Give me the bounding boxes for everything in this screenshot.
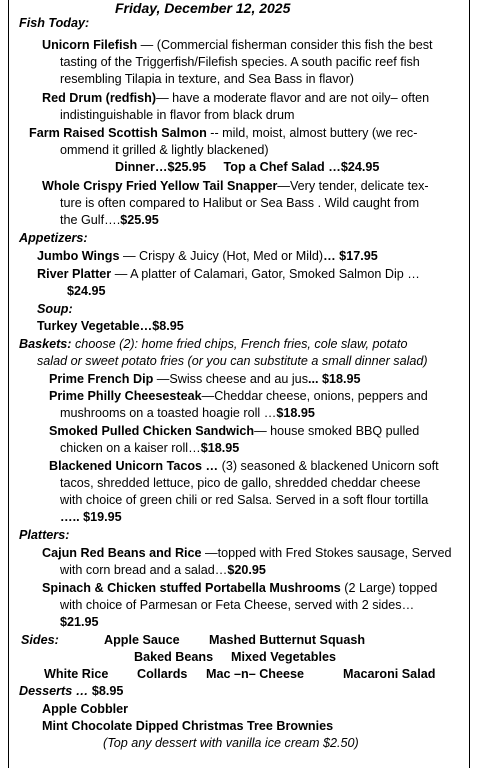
- french-dip-desc: —Swiss cheese and au jus: [153, 372, 308, 386]
- side-mac-n-cheese: Mac –n– Cheese: [206, 667, 305, 681]
- river-platter-line-1: [37, 266, 420, 283]
- red-beans-price: $20.95: [227, 563, 266, 577]
- wings-desc: — Crispy & Juicy (Hot, Med or Mild): [119, 249, 324, 263]
- snapper-price: $25.95: [120, 213, 159, 227]
- side-mixed-vegetables: Mixed Vegetables: [231, 650, 336, 664]
- soup-heading: Soup:: [37, 302, 73, 316]
- river-platter-name: River Platter: [37, 267, 112, 281]
- philly-price: $18.95: [276, 406, 315, 420]
- philly-line-1: [49, 388, 428, 405]
- sides-heading: Sides:: [21, 633, 59, 647]
- pulled-chicken-line-2: [60, 440, 239, 457]
- appetizers-heading: Appetizers:: [19, 231, 88, 245]
- philly-desc-2: mushrooms on a toasted hoagie roll …: [60, 406, 277, 420]
- salmon-line-1: [29, 125, 417, 142]
- red-beans-desc-2: with corn bread and a salad…: [60, 563, 228, 577]
- snapper-desc-1: —Very tender, delicate tex-: [277, 179, 429, 193]
- desserts-heading: Desserts …: [19, 684, 92, 698]
- tacos-name: Blackened Unicorn Tacos …: [49, 459, 219, 473]
- pulled-chicken-desc-1: — house smoked BBQ pulled: [254, 424, 420, 438]
- tacos-line-1: [49, 458, 439, 475]
- desserts-line: [19, 683, 123, 700]
- french-dip-name: Prime French Dip: [49, 372, 154, 386]
- side-baked-beans: Baked Beans: [134, 650, 214, 664]
- pulled-chicken-desc-2: chicken on a kaiser roll…: [60, 441, 201, 455]
- baskets-heading: Baskets:: [19, 337, 72, 351]
- snapper-name: Whole Crispy Fried Yellow Tail Snapper: [42, 179, 278, 193]
- salmon-desc-1: -- mild, moist, almost buttery (we rec-: [210, 126, 418, 140]
- pulled-chicken-price: $18.95: [200, 441, 240, 455]
- side-butternut-squash: Mashed Butternut Squash: [209, 633, 366, 647]
- philly-desc-1: —Cheddar cheese, onions, peppers and: [201, 389, 428, 403]
- dessert-ice-cream-note: (Top any dessert with vanilla ice cream $2.50): [103, 736, 359, 750]
- unicorn-filefish-line-1: [42, 37, 433, 54]
- pulled-chicken-line-1: [49, 423, 419, 440]
- platters-heading: Platters:: [19, 528, 70, 542]
- snapper-desc-3: the Gulf….: [60, 213, 121, 227]
- portabella-price: $21.95: [60, 615, 99, 629]
- snapper-line-3: [60, 212, 159, 229]
- red-drum-desc-2: indistinguishable in flavor from black drum: [60, 108, 295, 122]
- unicorn-filefish-name: Unicorn Filefish: [42, 38, 138, 52]
- french-dip-price: ... $18.95: [308, 372, 361, 386]
- red-drum-line-1: [42, 90, 429, 107]
- unicorn-filefish-desc-1: — (Commercial fisherman consider this fish the best: [140, 38, 433, 52]
- snapper-line-1: [42, 178, 429, 195]
- wings-line: [37, 248, 378, 265]
- menu-date: Friday, December 12, 2025: [115, 0, 291, 16]
- river-platter-price: $24.95: [67, 284, 106, 298]
- red-beans-line-2: [60, 562, 266, 579]
- dessert-brownies: Mint Chocolate Dipped Christmas Tree Brownies: [42, 719, 334, 733]
- pulled-chicken-name: Smoked Pulled Chicken Sandwich: [49, 424, 255, 438]
- unicorn-filefish-desc-2: tasting of the Triggerfish/Filefish species. A south pacific reef fish: [60, 55, 420, 69]
- red-drum-desc-1: — have a moderate flavor and are not oily– often: [156, 91, 430, 105]
- philly-name: Prime Philly Cheesesteak: [49, 389, 202, 403]
- side-macaroni-salad: Macaroni Salad: [343, 667, 436, 681]
- baskets-intro-1: choose (2): home fried chips, French fries, cole slaw, potato: [71, 337, 408, 351]
- salmon-name: Farm Raised Scottish Salmon: [29, 126, 207, 140]
- side-apple-sauce: Apple Sauce: [104, 633, 180, 647]
- side-white-rice: White Rice: [44, 667, 109, 681]
- red-beans-desc-1: —topped with Fred Stokes sausage, Served: [201, 546, 452, 560]
- salmon-desc-2: ommend it grilled & lightly blackened): [60, 143, 269, 157]
- portabella-line-1: [42, 580, 437, 597]
- desserts-price: $8.95: [91, 684, 124, 698]
- french-dip-line: [49, 371, 361, 388]
- snapper-desc-2: ture is often compared to Halibut or Sea Bass . Wild caught from: [60, 196, 420, 210]
- fish-heading: Fish Today:: [19, 16, 90, 30]
- tacos-price: ….. $19.95: [60, 510, 122, 524]
- dessert-apple-cobbler: Apple Cobbler: [42, 702, 129, 716]
- daily-specials-menu: [8, 0, 470, 768]
- river-platter-desc: — A platter of Calamari, Gator, Smoked Salmon Dip …: [111, 267, 420, 281]
- salmon-prices: Dinner…$25.95 Top a Chef Salad …$24.95: [115, 160, 380, 174]
- red-beans-line-1: [42, 545, 451, 562]
- wings-price: … $17.95: [323, 249, 378, 263]
- portabella-name: Spinach & Chicken stuffed Portabella Mushrooms: [42, 581, 341, 595]
- side-collards: Collards: [137, 667, 188, 681]
- soup-item: Turkey Vegetable…$8.95: [37, 319, 184, 333]
- tacos-desc-2: tacos, shredded lettuce, pico de gallo, shredded cheddar cheese: [60, 476, 421, 490]
- portabella-desc-1: (2 Large) topped: [340, 581, 438, 595]
- wings-name: Jumbo Wings: [37, 249, 120, 263]
- unicorn-filefish-desc-3: resembling Tilapia in texture, and Sea Bass in flavor): [60, 72, 355, 86]
- baskets-line-1: [19, 336, 408, 353]
- philly-line-2: [60, 405, 315, 422]
- tacos-desc-1: (3) seasoned & blackened Unicorn soft: [218, 459, 439, 473]
- portabella-desc-2: with choice of Parmesan or Feta Cheese, served with 2 sides…: [60, 598, 415, 612]
- red-beans-name: Cajun Red Beans and Rice: [42, 546, 202, 560]
- baskets-intro-2: salad or sweet potato fries (or you can substitute a small dinner salad): [37, 354, 428, 368]
- red-drum-name: Red Drum (redfish): [42, 91, 157, 105]
- tacos-desc-3: with choice of green chili or red Salsa. Served in a soft flour tortilla: [60, 493, 429, 507]
